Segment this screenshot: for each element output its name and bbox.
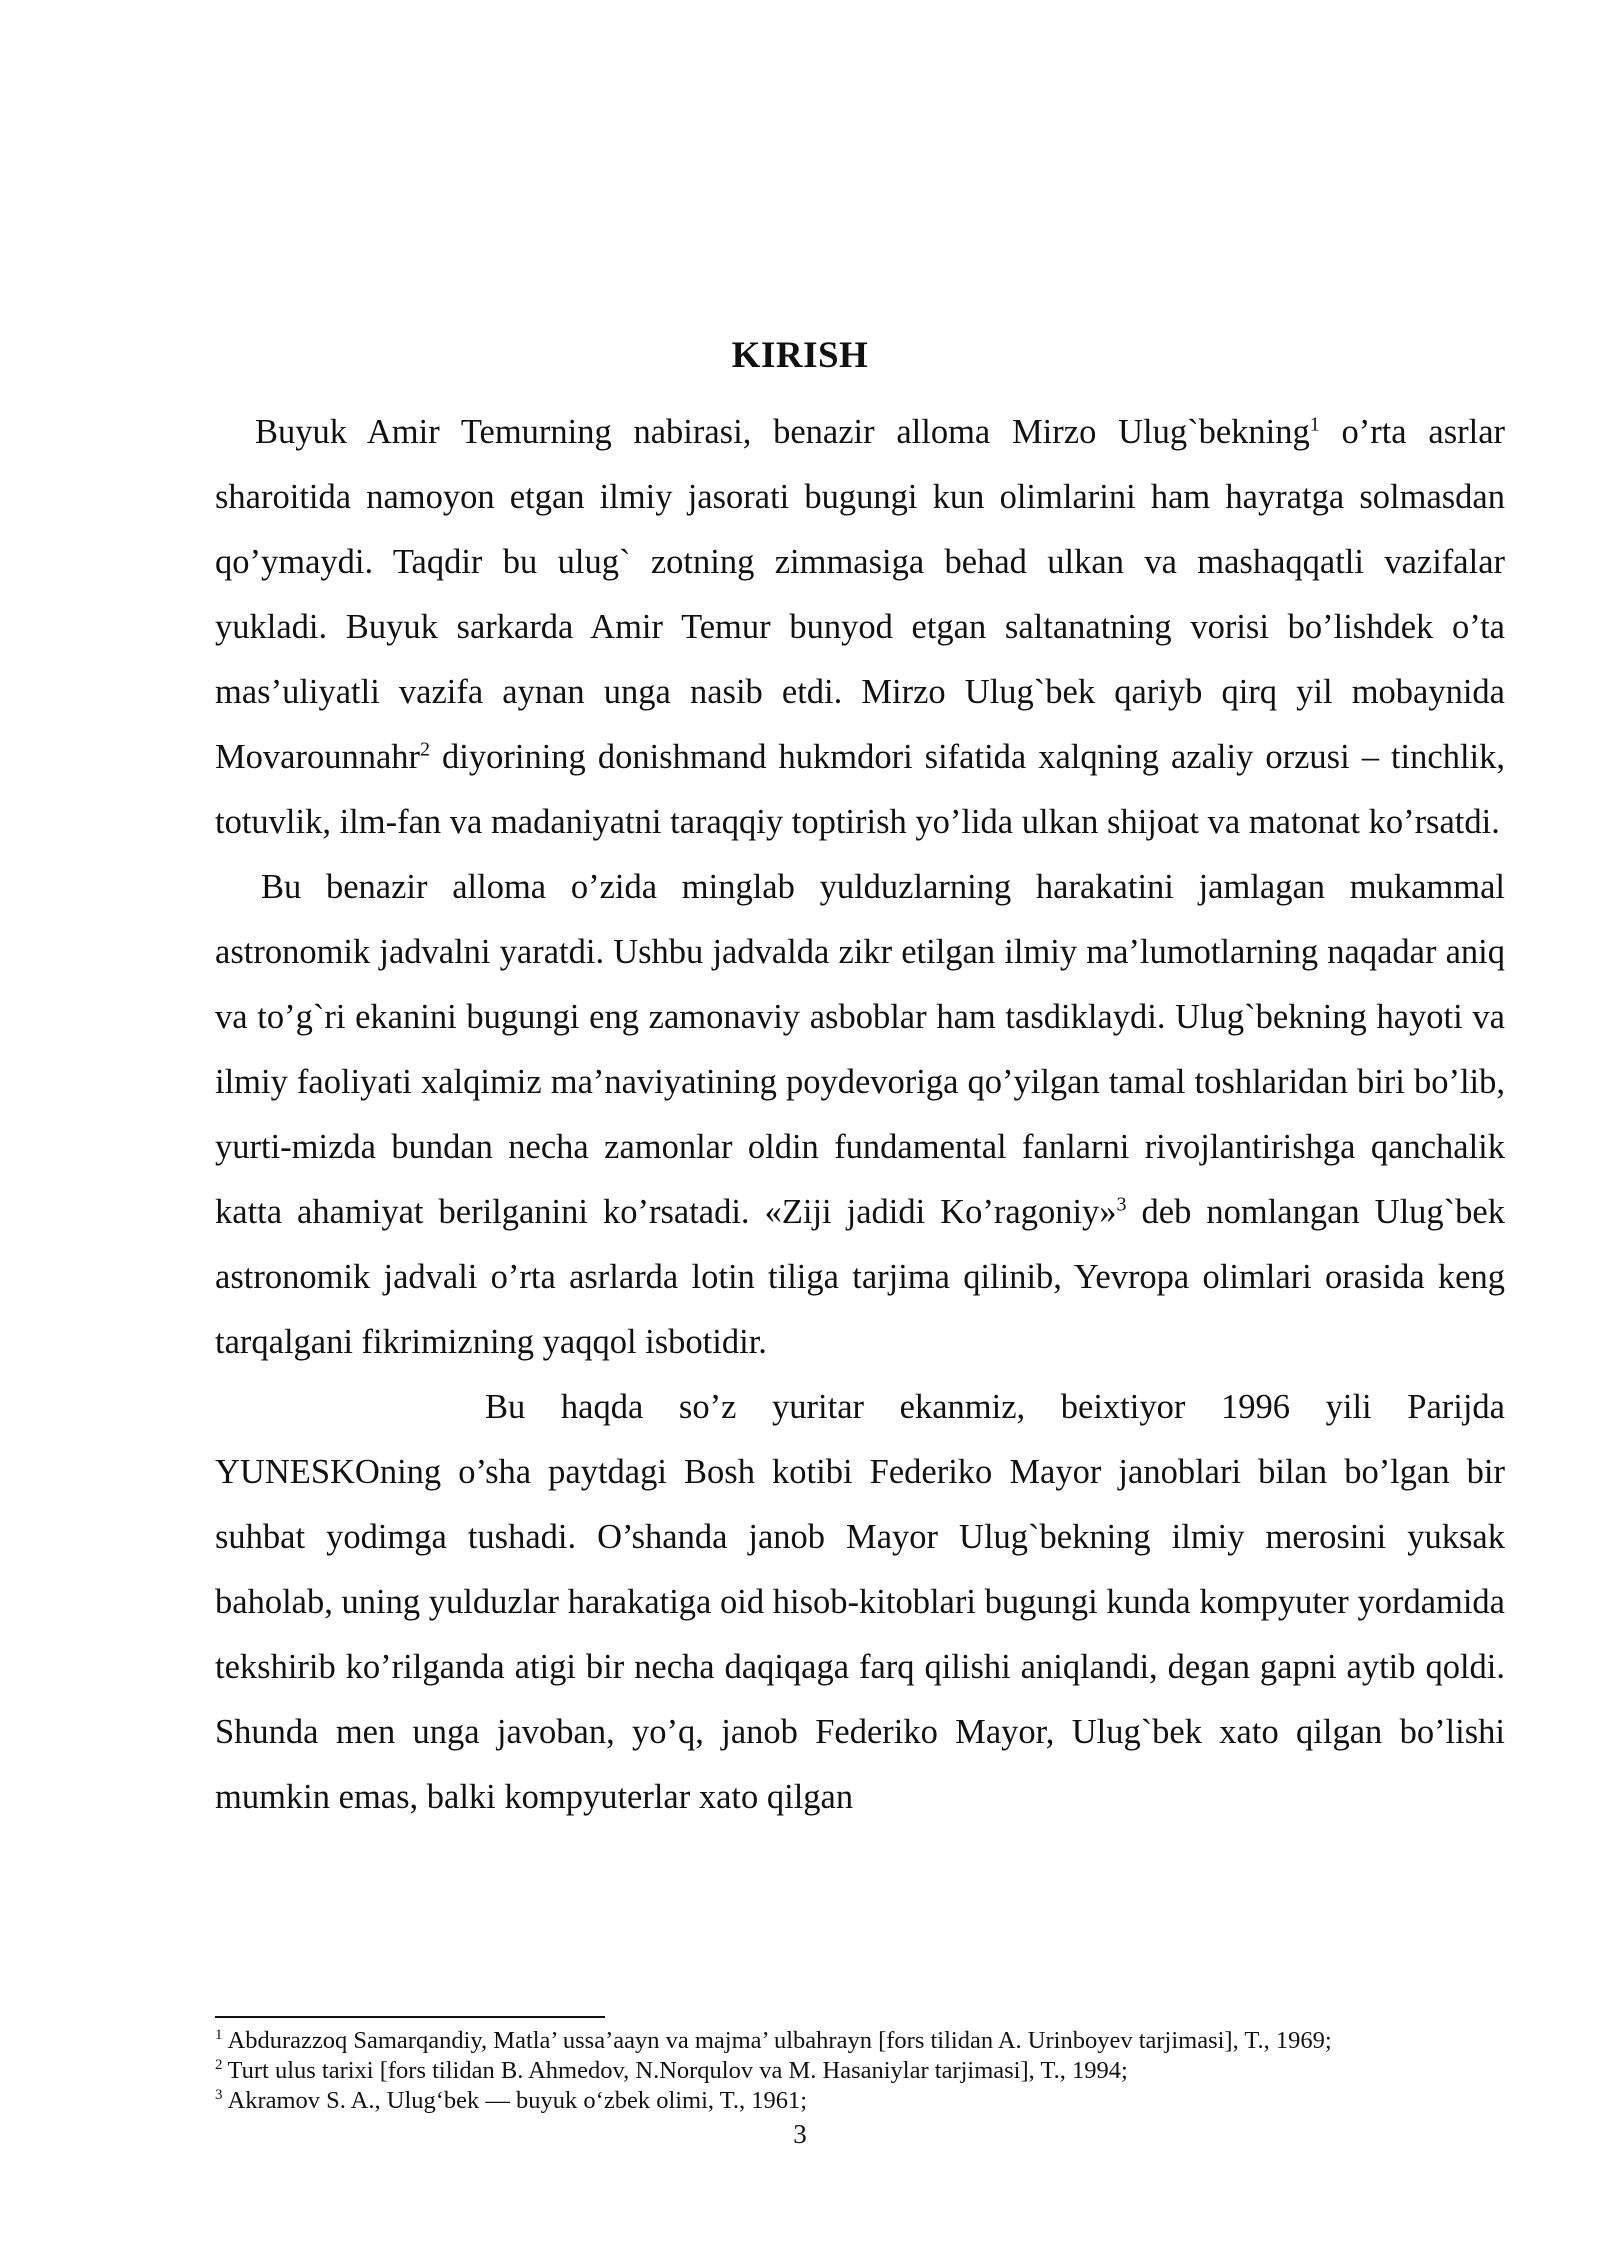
footnote-3 (215, 2086, 1505, 2116)
paragraph-3 (215, 1375, 1505, 1830)
page-number: 3 (793, 2119, 807, 2149)
paragraph-text: Buyuk Amir Temurning nabirasi, benazir alloma Mirzo Ulug`bekning (255, 413, 1310, 451)
footnote-text: Turt ulus tarixi [fors tilidan B. Ahmedov, N.Norqulov va M. Hasaniylar tarjimasi], T., 1994; (227, 2057, 1128, 2084)
footnotes (215, 2026, 1505, 2116)
footnote-separator (215, 2016, 605, 2018)
paragraph-2 (215, 855, 1505, 1375)
body-text (215, 400, 1505, 1830)
footnote-reference-1: 1 (1309, 413, 1320, 436)
paragraph-text: diyorining donishmand hukmdori sifatida xalqning azaliy orzusi – tinchlik, totuvlik, ilm-fan va madaniyatni taraqqiy toptirish yo’lida ulkan shijoat va matonat ko’rsatdi. (215, 738, 1505, 841)
section-title: KIRISH (731, 335, 869, 376)
paragraph-text: deb nomlangan Ulug`bek astronomik jadvali o’rta asrlarda lotin tiliga tarjima qilinib, Yevropa olimlari orasida keng tarqalgani fikrimizning yaqqol isbotidir. (215, 1193, 1505, 1361)
footnote-1 (215, 2026, 1505, 2056)
footnote-number: 2 (215, 2056, 223, 2073)
paragraph-text: o’rta asrlar sharoitida namoyon etgan ilmiy jasorati bugungi kun olimlarini ham hayratga solmasdan qo’ymaydi. Taqdir bu ulug` zotning zimmasiga behad ulkan va mashaqqatli vazifalar yukladi. Buyuk sarkarda Amir Temur bunyod etgan saltanatning vorisi bo’lishdek o’ta mas’uliyatli vazifa aynan unga nasib etdi. Mirzo Ulug`bek qariyb qirq yil mobaynida Movarounnahr (215, 413, 1506, 776)
footnote-number: 1 (215, 2026, 223, 2043)
footnote-reference-2: 2 (420, 738, 431, 761)
paragraph-1 (215, 400, 1505, 855)
paragraph-text: Bu benazir alloma o’zida minglab yulduzlarning harakatini jamlagan mukammal astronomik jadvalni yaratdi. Ushbu jadvalda zikr etilgan ilmiy ma’lumotlarning naqadar aniq va to’g`ri ekanini bugungi eng zamonaviy asboblar ham tasdiklaydi. Ulug`bekning hayoti va ilmiy faoliyati xalqimiz ma’naviyatining poydevoriga qo’yilgan tamal toshlaridan biri bo’lib, yurti-mizda bundan necha zamonlar oldin fundamental fanlarni rivojlantirishga qanchalik katta ahamiyat berilganini ko’rsatadi. «Ziji jadidi Ko’ragoniy» (215, 868, 1505, 1231)
footnote-number: 3 (215, 2086, 223, 2103)
paragraph-text: Bu haqda so’z yuritar ekanmiz, beixtiyor 1996 yili Parijda YUNESKOning o’sha paytdagi Bosh kotibi Federiko Mayor janoblari bilan bo’lgan bir suhbat yodimga tushadi. O’shanda janob Mayor Ulug`bekning ilmiy merosini yuksak baholab, uning yulduzlar harakatiga oid hisob-kitoblari bugungi kunda kompyuter yordamida tekshirib ko’rilganda atigi bir necha daqiqaga farq qilishi aniqlandi, degan gapni aytib qoldi. Shunda men unga javoban, yo’q, janob Federiko Mayor, Ulug`bek xato qilgan bo’lishi mumkin emas, balki kompyuterlar xato qilgan (215, 1388, 1505, 1816)
footnote-text: Abdurazzoq Samarqandiy, Matla’ ussa’aayn va majma’ ulbahrayn [fors tilidan A. Urinboyev tarjimasi], T., 1969; (227, 2027, 1332, 2054)
footnote-text: Akramov S. A., Ulug‘bek — buyuk o‘zbek olimi, T., 1961; (227, 2087, 808, 2114)
footnote-reference-3: 3 (1116, 1193, 1127, 1216)
footnote-2 (215, 2056, 1505, 2086)
